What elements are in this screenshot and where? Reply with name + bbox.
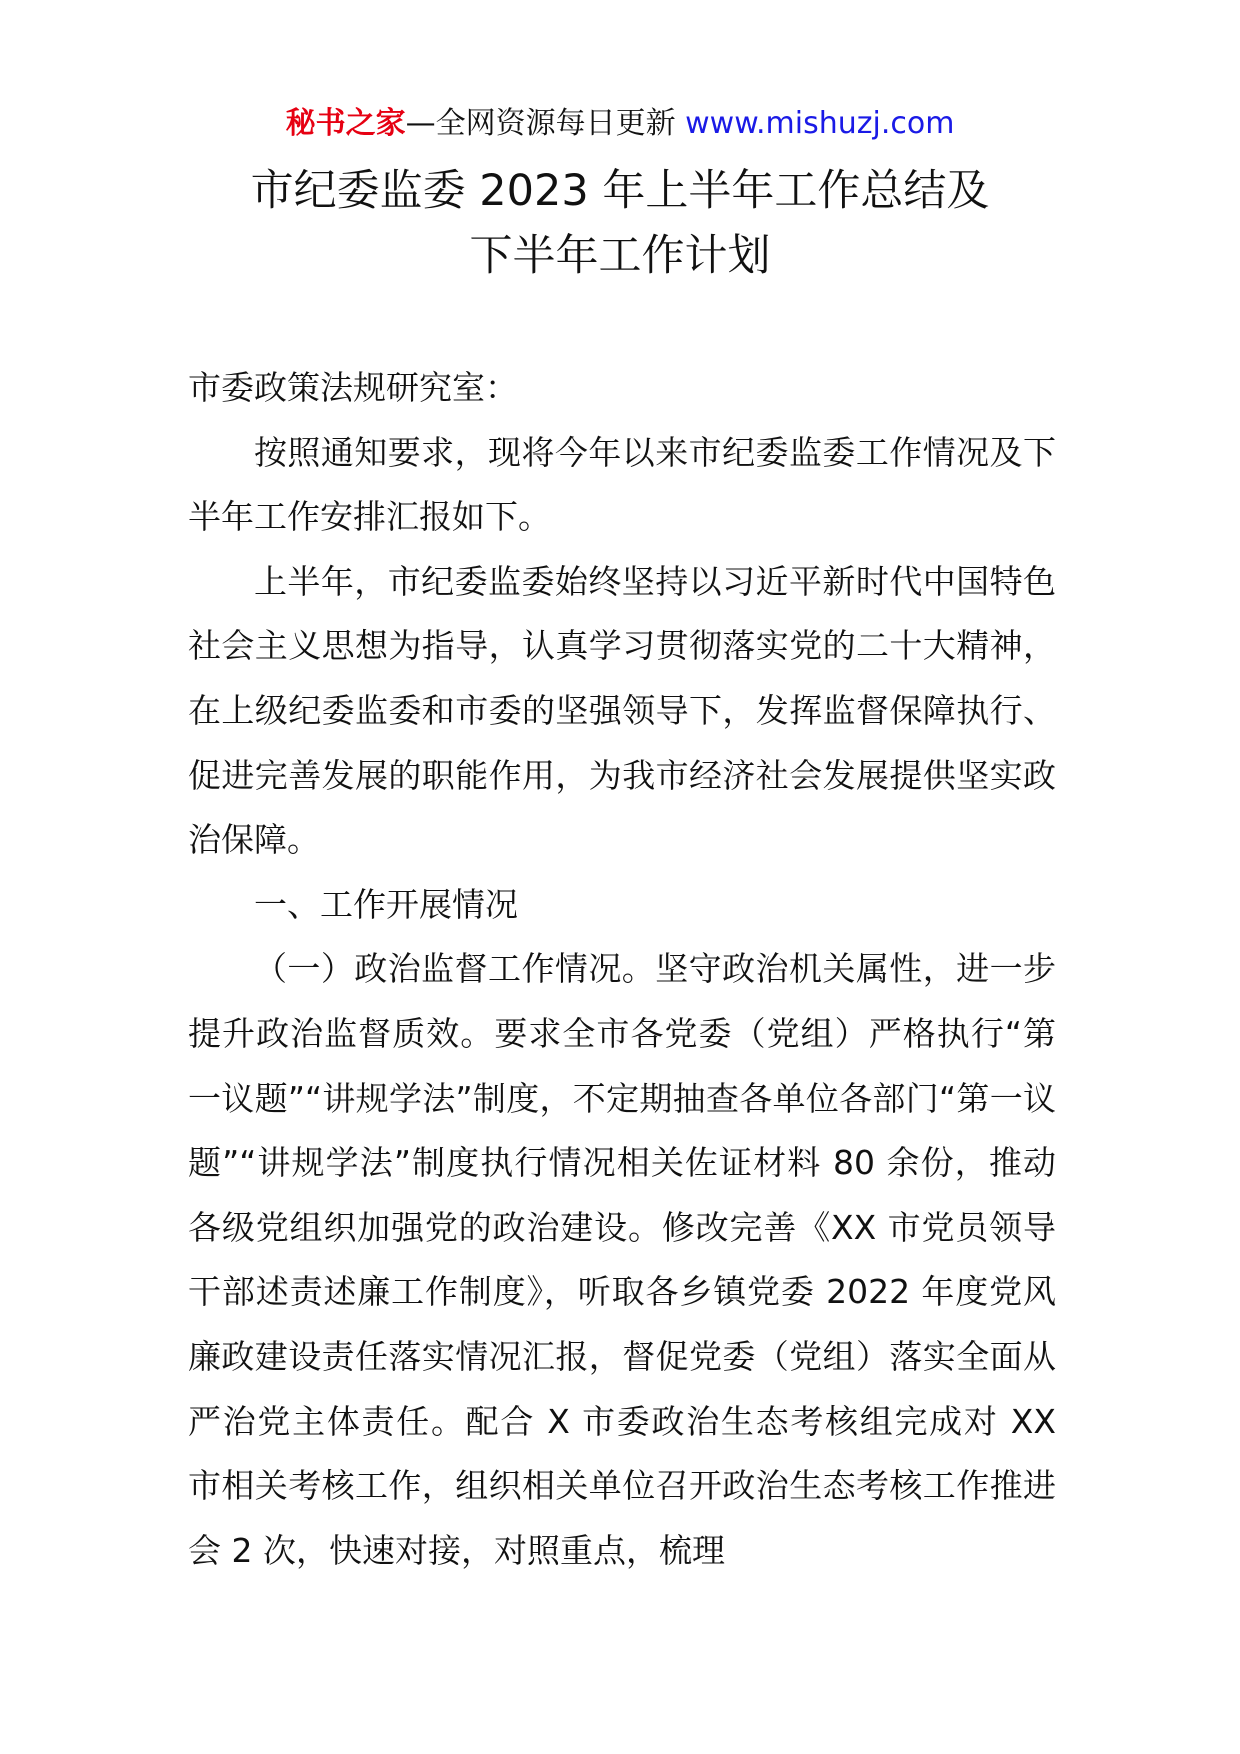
document-title-line-1: 市纪委监委 2023 年上半年工作总结及	[250, 166, 990, 216]
paragraph-political-supervision: （一）政治监督工作情况。坚守政治机关属性，进一步提升政治监督质效。要求全市各党委（党组）严格执行“第一议题”“讲规学法”制度，不定期抽查各单位各部门“第一议题”“讲规学法”制度执行情况相关佐证材料 80 余份，推动各级党组织加强党的政治建设。修改完善《XX 市党员领导干部述责述廉工作制度》，听取各乡镇党委 2022 年度党风廉政建设责任落实情况汇报，督促党委（党组）落实全面从严治党主体责任。配合 X 市委政治生态考核组完成对 XX 市相关考核工作，组织相关单位召开政治生态考核工作推进会 2 次，快速对接，对照重点，梳理	[188, 949, 1056, 1570]
salutation: 市委政策法规研究室：	[188, 368, 518, 407]
brand-name: 秘书之家	[285, 106, 406, 141]
paragraph-intro: 按照通知要求，现将今年以来市纪委监委工作情况及下半年工作安排汇报如下。	[188, 432, 1056, 537]
watermark-header	[0, 100, 1240, 148]
section-heading-1: 一、工作开展情况	[254, 884, 518, 924]
header-slogan: —全网资源每日更新	[405, 106, 686, 141]
header-url[interactable]: www.mishuzj.com	[685, 106, 955, 141]
document-title-line-2: 下半年工作计划	[469, 231, 771, 281]
paragraph-summary: 上半年，市纪委监委始终坚持以习近平新时代中国特色社会主义思想为指导，认真学习贯彻落实党的二十大精神，在上级纪委监委和市委的坚强领导下，发挥监督保障执行、促进完善发展的职能作用，为我市经济社会发展提供坚实政治保障。	[188, 561, 1056, 860]
document-body	[188, 356, 1056, 1583]
